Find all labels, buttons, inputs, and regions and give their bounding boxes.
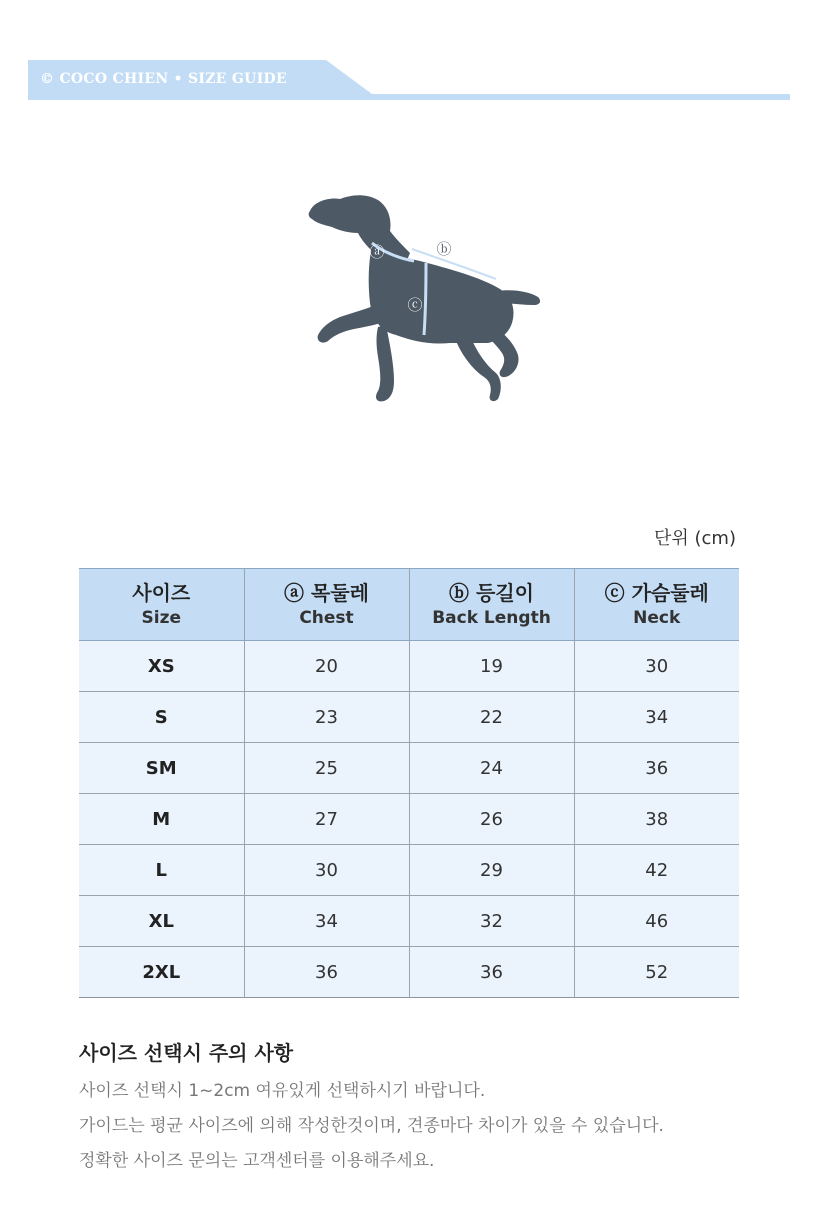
neck-cell: 38 xyxy=(645,808,669,830)
banner-title: © COCO CHIEN • SIZE GUIDE xyxy=(40,71,287,87)
label-c: ⓒ xyxy=(407,296,423,314)
table-row xyxy=(79,896,739,947)
size-cell: S xyxy=(79,692,244,743)
table-row xyxy=(79,845,739,896)
label-a: ⓐ xyxy=(369,243,385,261)
back-length-cell: 32 xyxy=(409,896,574,947)
label-b: ⓑ xyxy=(436,240,452,258)
back-length-cell: 29 xyxy=(409,845,574,896)
neck-cell: 36 xyxy=(645,757,669,779)
size-guide-banner xyxy=(28,58,790,100)
chest-cell: 23 xyxy=(244,692,409,743)
neck-cell: 42 xyxy=(645,859,669,881)
neck-cell: 34 xyxy=(645,706,669,728)
header-en: Chest xyxy=(299,607,354,628)
size-cell: XS xyxy=(79,641,244,692)
size-table xyxy=(79,568,739,998)
table-row xyxy=(79,947,739,998)
back-length-cell: 26 xyxy=(409,794,574,845)
back-length-cell: 36 xyxy=(409,947,574,998)
neck-cell: 30 xyxy=(645,655,669,677)
chest-cell: 36 xyxy=(244,947,409,998)
header-en: Neck xyxy=(633,607,681,628)
note-line: 정확한 사이즈 문의는 고객센터를 이용해주세요. xyxy=(79,1151,435,1171)
size-cell: M xyxy=(79,794,244,845)
header-kr: ⓑ 등길이 xyxy=(449,580,534,605)
size-cell: 2XL xyxy=(79,947,244,998)
table-row xyxy=(79,692,739,743)
chest-cell: 20 xyxy=(244,641,409,692)
table-row xyxy=(79,641,739,692)
notes-title: 사이즈 선택시 주의 사항 xyxy=(79,1041,294,1065)
dog-icon xyxy=(300,185,550,410)
size-cell: XL xyxy=(79,896,244,947)
header-kr: ⓒ 가슴둘레 xyxy=(604,580,709,605)
table-row xyxy=(79,794,739,845)
neck-cell: 46 xyxy=(645,910,669,932)
back-length-cell: 24 xyxy=(409,743,574,794)
header-kr: ⓐ 목둘레 xyxy=(284,580,369,605)
dog-measurement-illustration xyxy=(300,185,550,410)
size-notes xyxy=(79,1037,779,1185)
header-en: Size xyxy=(141,607,181,628)
size-cell: SM xyxy=(79,743,244,794)
note-line: 사이즈 선택시 1~2cm 여유있게 선택하시기 바랍니다. xyxy=(79,1081,486,1101)
chest-cell: 34 xyxy=(244,896,409,947)
table-row xyxy=(79,743,739,794)
size-cell: L xyxy=(79,845,244,896)
header-size xyxy=(79,569,244,641)
unit-label: 단위 (cm) xyxy=(654,528,736,549)
neck-cell: 52 xyxy=(645,961,669,983)
chest-cell: 25 xyxy=(244,743,409,794)
header-chest xyxy=(244,569,409,641)
header-kr: 사이즈 xyxy=(132,580,191,605)
header-en: Back Length xyxy=(432,607,551,628)
header-back-length xyxy=(409,569,574,641)
chest-cell: 27 xyxy=(244,794,409,845)
table-header-row xyxy=(79,569,739,641)
back-length-cell: 19 xyxy=(409,641,574,692)
note-line: 가이드는 평균 사이즈에 의해 작성한것이며, 견종마다 차이가 있을 수 있습니다. xyxy=(79,1116,664,1136)
back-length-cell: 22 xyxy=(409,692,574,743)
header-neck xyxy=(574,569,739,641)
chest-cell: 30 xyxy=(244,845,409,896)
